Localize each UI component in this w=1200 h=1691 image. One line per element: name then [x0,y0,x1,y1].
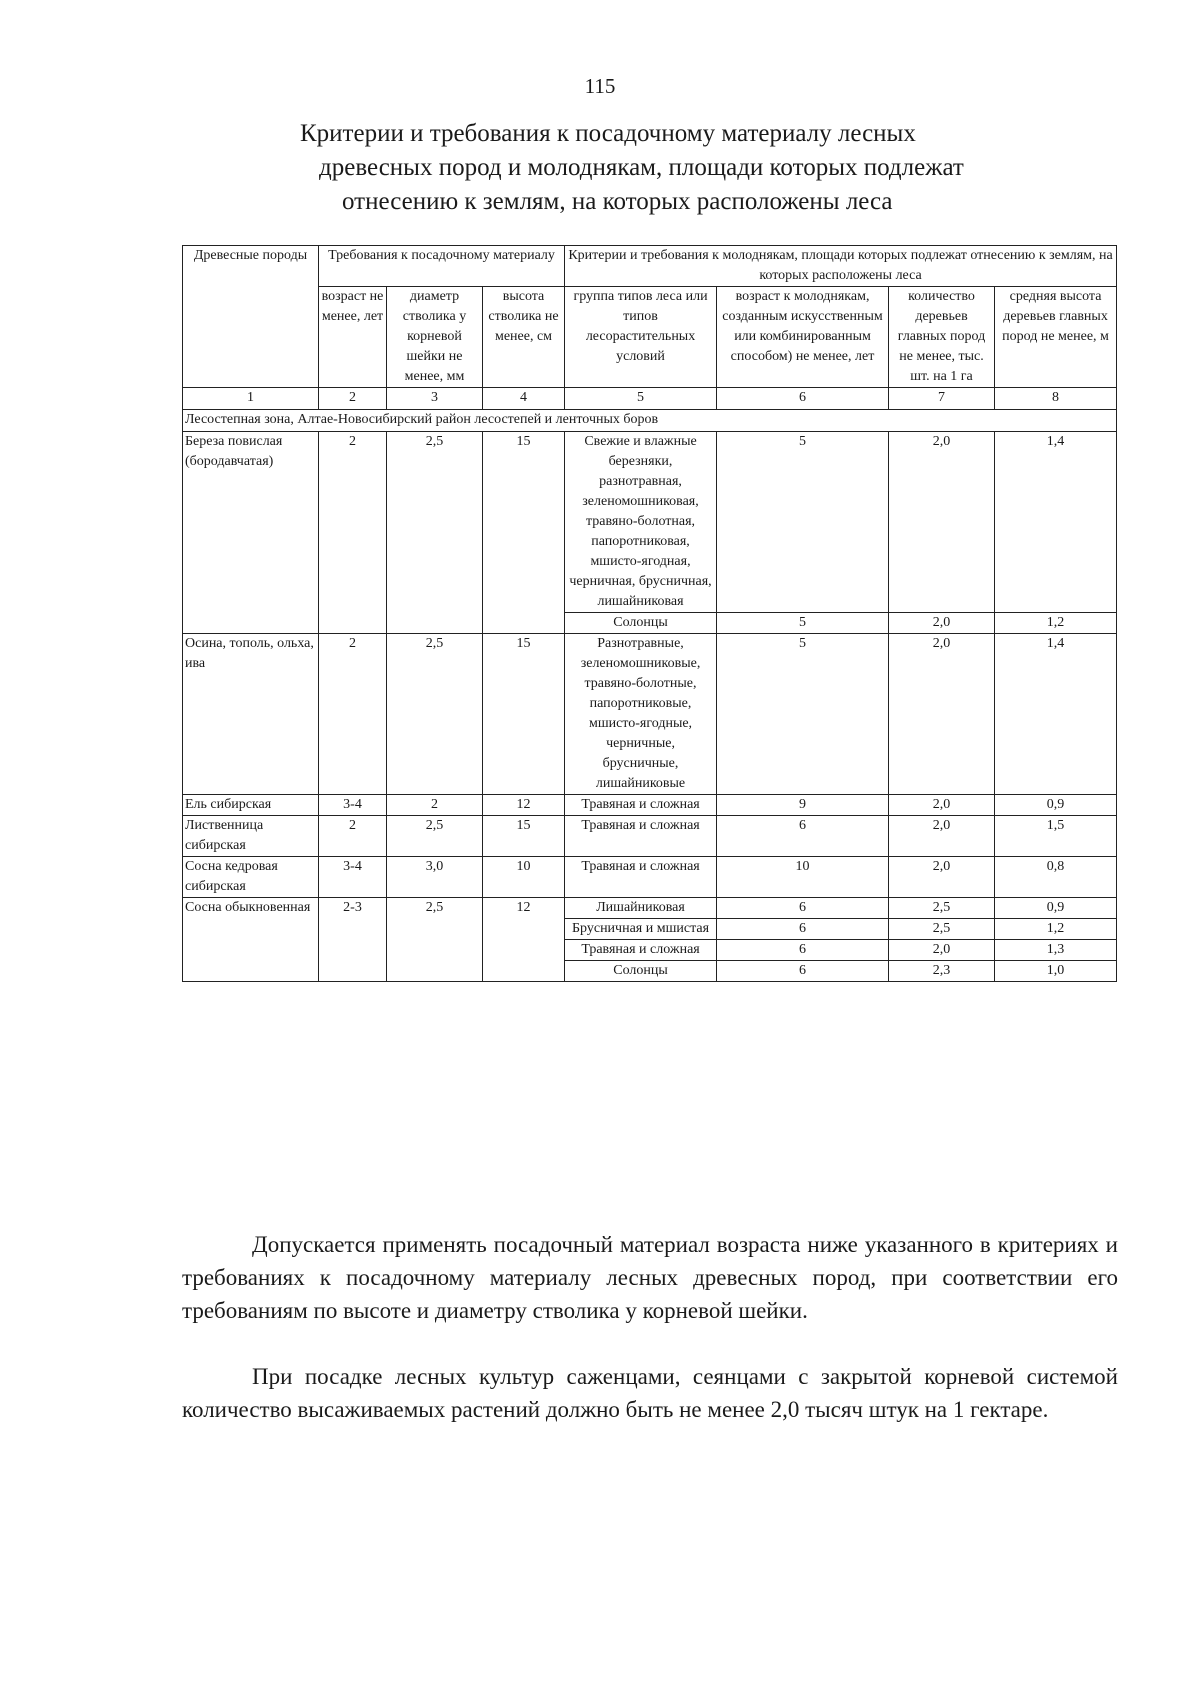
species-name-cell: Сосна обыкновенная [183,898,319,982]
avg-height-cell: 1,0 [995,961,1117,982]
column-number: 1 [183,388,319,410]
header-diameter: диаметр стволика у корневой шейки не менее, мм [387,287,483,388]
column-numbers-row [183,388,1117,410]
header-planting-material: Требования к посадочному материалу [319,246,565,287]
column-number: 6 [717,388,889,410]
column-number: 7 [889,388,995,410]
zone-row [183,410,1117,432]
planting-age-cell: 2 [319,432,387,634]
tree-count-cell: 2,0 [889,816,995,857]
criteria-table [182,245,1117,982]
forest-type-cell: Травяная и сложная [565,857,717,898]
planting-height-cell: 12 [483,898,565,982]
young-age-cell: 6 [717,816,889,857]
tree-count-cell: 2,3 [889,961,995,982]
title-line-1: Критерии и требования к посадочному материалу лесных [300,120,916,147]
zone-label: Лесостепная зона, Алтае-Новосибирский район лесостепей и ленточных боров [183,410,1117,432]
planting-diameter-cell: 2,5 [387,432,483,634]
table-row [183,898,1117,919]
table-row [183,634,1117,795]
paragraph-2: При посадке лесных культур саженцами, сеянцами с закрытой корневой системой количество высаживаемых растений должно быть не менее 2,0 тысяч штук на 1 гектаре. [182,1364,1118,1422]
header-young-age: возраст к молоднякам, созданным искусственным или комбинированным способом) не менее, лет [717,287,889,388]
table-row [183,795,1117,816]
planting-height-cell: 15 [483,432,565,634]
column-number: 3 [387,388,483,410]
forest-type-cell: Разнотравные, зеленомошниковые, травяно-болотные, папоротниковые, мшисто-ягодные, черничные, брусничные, лишайниковые [565,634,717,795]
planting-height-cell: 15 [483,634,565,795]
forest-type-cell: Солонцы [565,613,717,634]
planting-height-cell: 15 [483,816,565,857]
avg-height-cell: 0,8 [995,857,1117,898]
title-line-3: отнесению к землям, на которых расположены леса [342,188,893,215]
tree-count-cell: 2,0 [889,940,995,961]
column-number: 4 [483,388,565,410]
planting-diameter-cell: 2 [387,795,483,816]
header-species: Древесные породы [183,246,319,388]
header-height: высота стволика не менее, см [483,287,565,388]
header-tree-count: количество деревьев главных пород не менее, тыс. шт. на 1 га [889,287,995,388]
avg-height-cell: 1,2 [995,919,1117,940]
paragraph-1: Допускается применять посадочный материал возраста ниже указанного в критериях и требованиях к посадочному материалу лесных древесных пород, при соответствии его требованиям по высоте и диаметру стволика у корневой шейки. [182,1232,1118,1323]
title-line-2: древесных пород и молоднякам, площади которых подлежат [319,154,964,181]
young-age-cell: 9 [717,795,889,816]
young-age-cell: 6 [717,961,889,982]
column-number: 2 [319,388,387,410]
page-number: 115 [584,74,616,98]
planting-height-cell: 12 [483,795,565,816]
planting-diameter-cell: 2,5 [387,816,483,857]
table-row [183,432,1117,613]
tree-count-cell: 2,0 [889,795,995,816]
young-age-cell: 6 [717,919,889,940]
young-age-cell: 6 [717,940,889,961]
species-name-cell: Осина, тополь, ольха, ива [183,634,319,795]
planting-age-cell: 3-4 [319,857,387,898]
planting-age-cell: 3-4 [319,795,387,816]
young-age-cell: 5 [717,432,889,613]
species-name-cell: Лиственница сибирская [183,816,319,857]
tree-count-cell: 2,5 [889,898,995,919]
planting-diameter-cell: 2,5 [387,898,483,982]
planting-age-cell: 2 [319,816,387,857]
planting-age-cell: 2-3 [319,898,387,982]
table-row [183,857,1117,898]
planting-diameter-cell: 2,5 [387,634,483,795]
avg-height-cell: 1,4 [995,634,1117,795]
tree-count-cell: 2,5 [889,919,995,940]
tree-count-cell: 2,0 [889,432,995,613]
avg-height-cell: 1,3 [995,940,1117,961]
planting-age-cell: 2 [319,634,387,795]
planting-height-cell: 10 [483,857,565,898]
young-age-cell: 10 [717,857,889,898]
avg-height-cell: 0,9 [995,898,1117,919]
forest-type-cell: Свежие и влажные березняки, разнотравная, зеленомошниковая, травяно-болотная, папоротниковая, мшисто-ягодная, черничная, брусничная, лишайниковая [565,432,717,613]
table-row [183,816,1117,857]
forest-type-cell: Травяная и сложная [565,940,717,961]
planting-diameter-cell: 3,0 [387,857,483,898]
avg-height-cell: 1,5 [995,816,1117,857]
species-name-cell: Береза повислая (бородавчатая) [183,432,319,634]
species-name-cell: Сосна кедровая сибирская [183,857,319,898]
header-young-stands: Критерии и требования к молоднякам, площади которых подлежат отнесению к землям, на которых расположены леса [565,246,1117,287]
forest-type-cell: Травяная и сложная [565,795,717,816]
tree-count-cell: 2,0 [889,634,995,795]
young-age-cell: 5 [717,634,889,795]
forest-type-cell: Солонцы [565,961,717,982]
avg-height-cell: 0,9 [995,795,1117,816]
header-forest-type: группа типов леса или типов лесорастительных условий [565,287,717,388]
young-age-cell: 6 [717,898,889,919]
forest-type-cell: Лишайниковая [565,898,717,919]
tree-count-cell: 2,0 [889,613,995,634]
column-number: 8 [995,388,1117,410]
young-age-cell: 5 [717,613,889,634]
species-name-cell: Ель сибирская [183,795,319,816]
forest-type-cell: Травяная и сложная [565,816,717,857]
column-number: 5 [565,388,717,410]
header-avg-height: средняя высота деревьев главных пород не менее, м [995,287,1117,388]
avg-height-cell: 1,2 [995,613,1117,634]
avg-height-cell: 1,4 [995,432,1117,613]
tree-count-cell: 2,0 [889,857,995,898]
forest-type-cell: Брусничная и мшистая [565,919,717,940]
header-age: возраст не менее, лет [319,287,387,388]
